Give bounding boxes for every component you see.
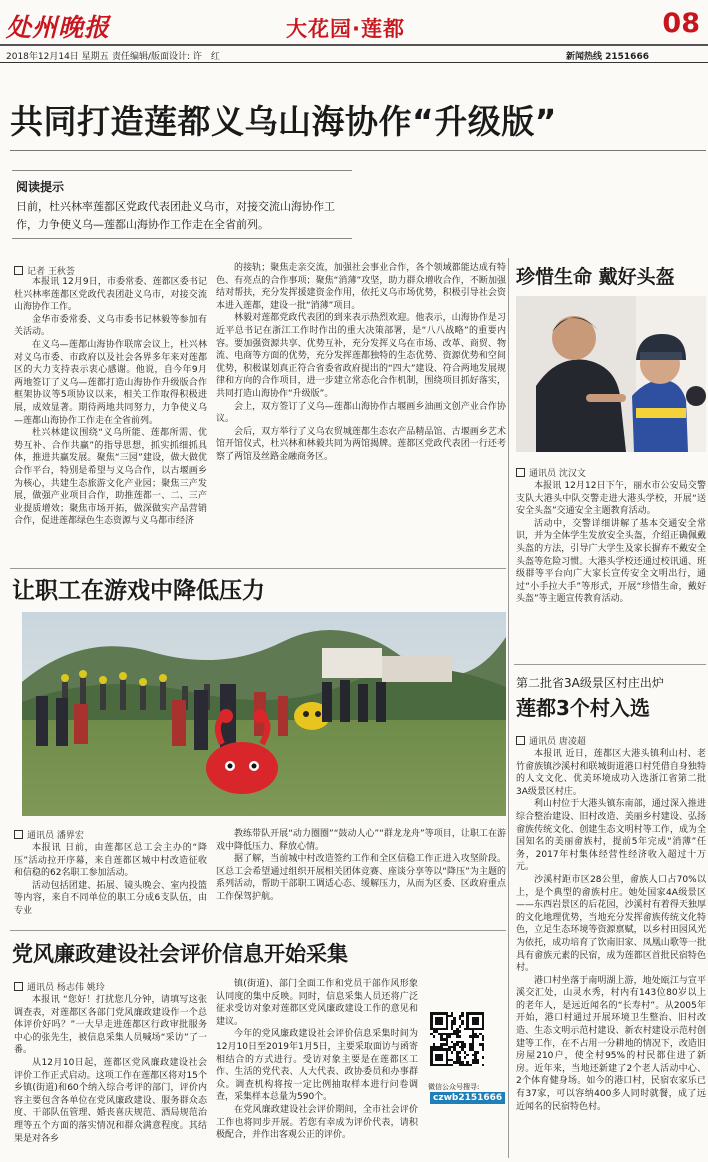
paragraph: 本报讯 日前，由莲都区总工会主办的“降压”活动拉开序幕，来自莲都区城中村改造征收和信稳的62名职工参加活动。	[14, 843, 207, 879]
paragraph: 活动中，交警详细讲解了基本交通安全常识，并为全体学生发放安全头盔，介绍正确佩戴头盔的方法，引导广大学生及家长摒弃不戴安全头盔等危险习惯。大港头学校还通过校讯通、班级群等平台向广大家长宣传安全文明出行，通过“小手拉大手”等形式，开展“珍惜生命，戴好头盔”等主题宣传教育活动。	[516, 518, 706, 605]
paragraph: 镇(街道)、部门全面工作和党员干部作风形象认同度的集中反映。同时，信息采集人员还将广泛征求受访对象对莲都区党风廉政建设工作的意见和建议。	[216, 979, 418, 1027]
lead-headline: 共同打造莲都义乌山海协作“升级版”	[10, 102, 557, 141]
helmet-body	[516, 480, 706, 658]
editor-line: 责任编辑/版面设计: 许 红	[112, 52, 220, 62]
paragraph: 杜兴林建议围绕“义乌所能、莲都所需、优势互补、合作共赢”的指导思想，抓实抓细抓具体，推进共赢发展。聚焦“三园”建设，做大做优合作平台，特别是希望与义乌合作，以古堰画乡为核心，共建生态旅游文化产业园；聚焦三产发展，做强产业项目合作，助推莲都一、二、三产业提质增效；聚焦市场开拓，做深做实产品营销合作，促进莲都绿色生态资源与义乌都市经济	[14, 428, 207, 527]
survey-col-1	[14, 994, 207, 1158]
hotline: 新闻热线 2151666	[566, 52, 649, 62]
paragraph: 本报讯 12月9日，市委常委、莲都区委书记杜兴林率莲都区党政代表团赴义乌市，对接交流山海协作工作。	[14, 277, 207, 313]
paragraph: 利山村位于大港头镇东南部，通过深入推进综合整治建设、旧村改造、美丽乡村建设、弘扬畲族传统文化、创建生态文明村等工作，成为全国知名的美丽畲族村，提前5年完成“消薄”任务，2017年村集体经营性经济收入超过十万元。	[516, 799, 706, 873]
helmet-byline: 通讯员 沈汉文	[516, 466, 586, 479]
village-headline: 莲都3个村入选	[516, 696, 650, 720]
helmet-headline: 珍惜生命 戴好头盔	[516, 266, 675, 288]
paragraph: 今年的党风廉政建设社会评价信息采集时间为12月10日至2019年1月5日，主要采取面访与函寄相结合的方式进行。受访对象主要是在莲都区工作、生活的党代表、人大代表、政协委员和办事群众。调查机构将按一定比例抽取样本进行问卷调查，采集样本总量为590个。	[216, 1029, 418, 1103]
helmet-photo	[516, 296, 706, 452]
date-rule	[0, 62, 708, 63]
paragraph: 金华市委常委、义乌市委书记林毅等参加有关活动。	[14, 314, 207, 338]
page-number: 08	[662, 8, 700, 39]
games-photo	[22, 612, 506, 816]
lead-col-2	[216, 262, 506, 566]
paragraph: 本报讯 12月12日下午，丽水市公安局交警支队大港头中队交警走进大港头学校，开展“送安全头盔”交通安全主题教育活动。	[516, 481, 706, 517]
paragraph: 从12月10日起，莲都区党风廉政建设社会评价工作正式启动。这项工作在莲都区将对15个乡镇(街道)和60个纳入综合考评的部门，评价内容主要包含各单位在党风廉政建设、服务群众态度、干部队伍管理、婚丧喜庆规范、酒局规范治理等五个方面的落实情况和群众满意程度。其结果是对各乡	[14, 1057, 207, 1144]
qr-id: czwb2151666	[430, 1092, 505, 1104]
games-col-2	[216, 828, 506, 922]
lead-byline: 记者 王秋荟	[14, 264, 75, 277]
survey-byline: 通讯员 杨志伟 姚玲	[14, 980, 105, 993]
paragraph: 本报讯 “您好！打扰您几分钟，请填写这张调查表，对莲都区各部门党风廉政建设作一个总体评价好吗？”一大早走进莲都区行政审批服务中心的张先生，被信息采集人员喊场“采访”了一番。	[14, 995, 207, 1056]
section-rule	[10, 568, 506, 569]
section-rule	[10, 930, 506, 931]
games-headline: 让职工在游戏中降低压力	[12, 578, 265, 604]
lead-box-bottom	[12, 238, 352, 239]
paragraph: 在义乌—莲都山海协作联席会议上，杜兴林对义乌市委、市政府以及社会各界多年来对莲都区的大力支持表示衷心感谢。他说，自今年9月两地签订了义乌—莲都打造山海协作升级版合作框架协议等5项协议以来，相关工作取得积极进展，成效显著。期待两地共同努力，力争使义乌—莲都山海协作工作走在全省前列。	[14, 339, 207, 426]
survey-headline: 党风廉政建设社会评价信息开始采集	[12, 942, 348, 966]
paragraph: 会后，双方举行了义乌农贸城莲都生态农产品精品馆、古堰画乡艺术馆开馆仪式，杜兴林和林毅共同为两馆揭牌。莲都区党政代表团一行还考察了两馆及丝路金融商务区。	[216, 426, 506, 462]
section-rule	[514, 664, 706, 665]
paragraph: 会上，双方签订了义乌—莲都山海协作古堰画乡油画文创产业合作协议。	[216, 401, 506, 425]
paragraph: 据了解，当前城中村改造签约工作和全区信稳工作正进入攻坚阶段。区总工会希望通过组织开展相关团体竞赛、座谈分享等以“降压”为主题的系列活动，帮助干部职工调适心态、缓解压力，从而为区委、区政府重点工作保驾护航。	[216, 854, 506, 902]
section-name: 大花园·莲都	[286, 17, 405, 41]
lead-text: 日前，杜兴林率莲都区党政代表团赴义乌市，对接交流山海协作工作，力争使义乌—莲都山海协作工作走在全省前列。	[16, 200, 335, 231]
helmet-photo-image	[516, 296, 706, 452]
survey-col-2	[216, 978, 418, 1158]
column-divider	[508, 258, 509, 1158]
paragraph: 活动包括团建、拓展、镜头晚会、室内投篮等内容，来自不同单位的职工分成6支队伍，由专业	[14, 880, 207, 916]
paragraph: 的接轨；聚焦走亲交流，加强社会事业合作，各个领域都能达成有特色、有亮点的合作事项；聚焦“消薄”攻坚，助力群众增收合作，不断加强结对帮扶，充分发挥援建资金作用，依托义乌市场优势，积极引导社会资本进入莲都，建设一批“消薄”项目。	[216, 263, 506, 311]
games-byline: 通讯员 潘界宏	[14, 828, 84, 841]
lead-title: 阅读提示	[16, 180, 65, 194]
date-line: 2018年12月14日 星期五	[6, 52, 109, 62]
paragraph: 港口村坐落于南明湖上游，地处瓯江与宣平溪交汇处，山灵水秀，村内有143位80岁以上的老年人，是远近闻名的“长寿村”。从2005年开始，港口村通过开展环境卫生整治、旧村改造、生态文明示范村建设、新农村建设示范村创建等工作，在不占用一分耕地的情况下，改造旧房屋210户，使全村95%的村民都住进了新房。近年来，当地还新建了2个老人活动中心、2个体育健身场。如今的港口村，民宿农家乐已有37家，可以容纳400多人同时就餐，成了远近闻名的民宿特色村。	[516, 975, 706, 1112]
games-photo-image	[22, 612, 506, 816]
qr-code-image	[430, 1012, 484, 1066]
paragraph: 沙溪村距市区28公里，畲族人口占70%以上，是个典型的畲族村庄。她处国家4A级景区——东西岩景区的后花园，沙溪村有着得天独厚的文化地理优势，当地充分发挥畲族传统文化特色，立足生态环境等资源禀赋，以乡村田园风光为依托，成功培育了饮南旧家、凤凰山歌等一批具有畲族元素的民宿，成为莲都区首批民宿特色村。	[516, 874, 706, 974]
paragraph: 在党风廉政建设社会评价期间，全市社会评价工作也将同步开展。若您有幸成为评价代表，请积极配合，并作出客观公正的评价。	[216, 1104, 418, 1141]
paper-name: 处州晚报	[6, 13, 111, 42]
village-body	[516, 748, 706, 1156]
paragraph: 教练带队开展“动力圈圈”“鼓动人心”“群龙龙舟”等项目，让职工在游戏中降低压力、释放心情。	[216, 829, 506, 852]
qr-code[interactable]	[430, 1012, 484, 1066]
headline-rule	[10, 150, 706, 151]
paragraph: 林毅对莲都党政代表团的到来表示热烈欢迎。他表示，山海协作是习近平总书记在浙江工作时作出的重大决策部署，是“八八战略”的重要内容。要加强资源共享、优势互补，充分发挥义乌在市场、改革、商贸、物流、电商等方面的优势，充分发挥莲都独特的生态优势、资源优势和空间优势，积极谋划真正符合省委省政府提出的“四大”建设、符合两地发展规律和方向的合作项目，进一步建立常态化合作机制，围绕项目抓好落实，共同打造山海协作“升级版”。	[216, 313, 506, 399]
paragraph: 本报讯 近日，莲都区大港头镇利山村、老竹畲族镇沙溪村和联城街道港口村凭借自身独特的人文文化、优美环境成功入选浙江省第二批3A级景区村庄。	[516, 749, 706, 797]
village-byline: 通讯员 唐凌超	[516, 734, 586, 747]
lead-box-top	[12, 170, 352, 171]
lead-col-1	[14, 276, 207, 566]
village-kicker: 第二批省3A级景区村庄出炉	[516, 676, 664, 690]
games-col-1	[14, 842, 207, 922]
masthead-rule	[0, 44, 708, 46]
qr-caption: 微信公众号搜寻:	[428, 1083, 480, 1091]
